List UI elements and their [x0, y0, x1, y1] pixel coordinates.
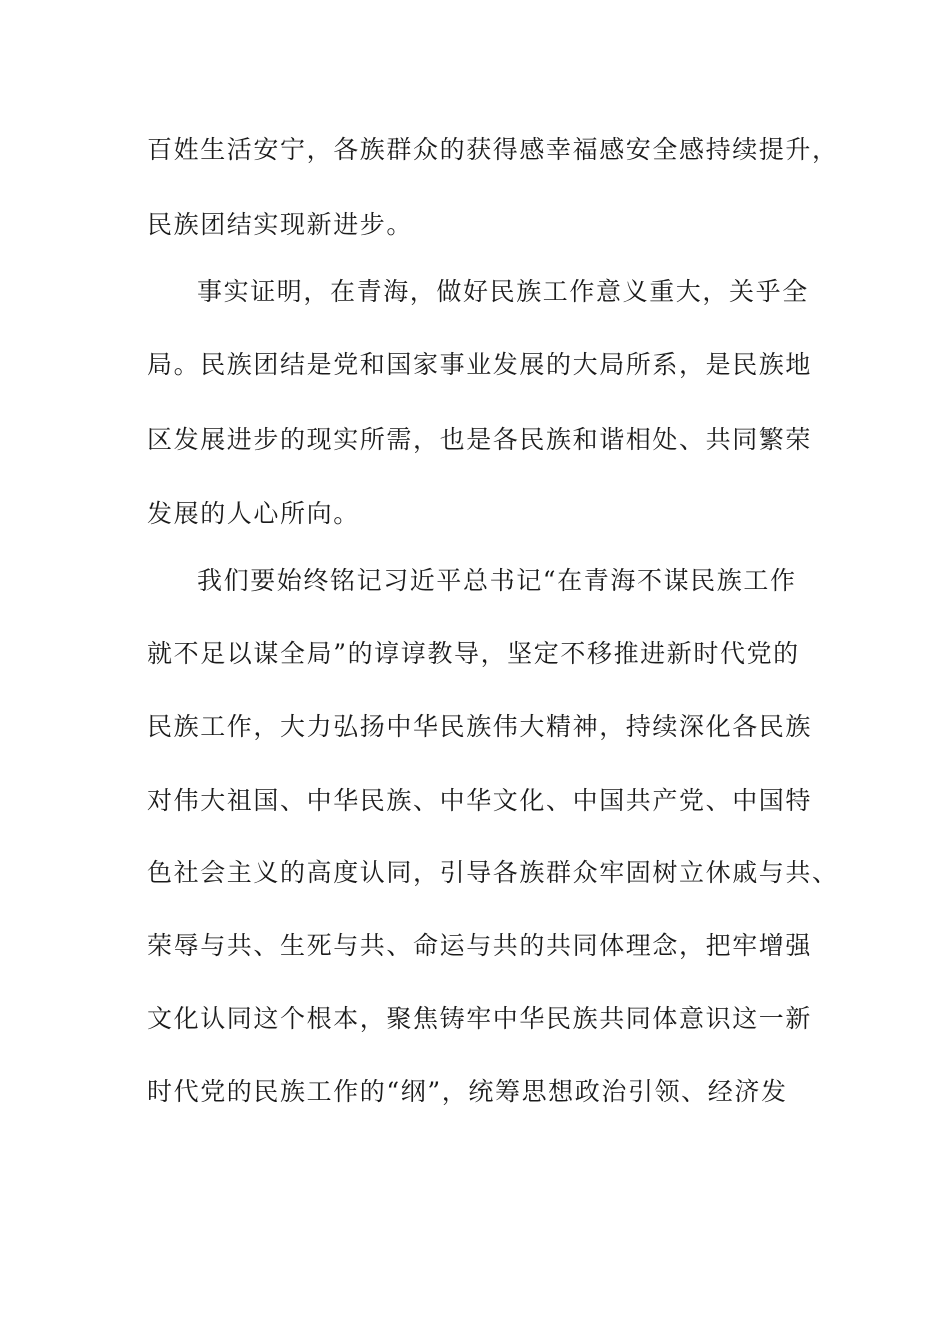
- text-line: 民族工作，大力弘扬中华民族伟大精神，持续深化各民族: [147, 712, 813, 741]
- paragraph-start-line: 我们要始终铭记习近平总书记“在青海不谋民族工作: [197, 566, 797, 595]
- paragraph-start-line: 事实证明，在青海，做好民族工作意义重大，关乎全: [197, 277, 809, 306]
- text-line: 时代党的民族工作的“纲”，统筹思想政治引领、经济发: [147, 1077, 788, 1106]
- text-line: 民族团结实现新进步。: [147, 210, 414, 239]
- text-line: 区发展进步的现实所需，也是各民族和谐相处、共同繁荣: [147, 425, 813, 454]
- text-line: 对伟大祖国、中华民族、中华文化、中国共产党、中国特: [147, 786, 813, 815]
- text-line: 文化认同这个根本，聚焦铸牢中华民族共同体意识这一新: [147, 1004, 813, 1033]
- text-line: 就不足以谋全局”的谆谆教导，坚定不移推进新时代党的: [147, 639, 800, 668]
- text-line: 荣辱与共、生死与共、命运与共的共同体理念，把牢增强: [147, 931, 813, 960]
- text-line: 发展的人心所向。: [147, 499, 360, 528]
- text-line: 局。民族团结是党和国家事业发展的大局所系，是民族地: [147, 350, 813, 379]
- text-line: 色社会主义的高度认同，引导各族群众牢固树立休戚与共、: [147, 858, 839, 887]
- text-line: 百姓生活安宁，各族群众的获得感幸福感安全感持续提升，: [147, 135, 839, 164]
